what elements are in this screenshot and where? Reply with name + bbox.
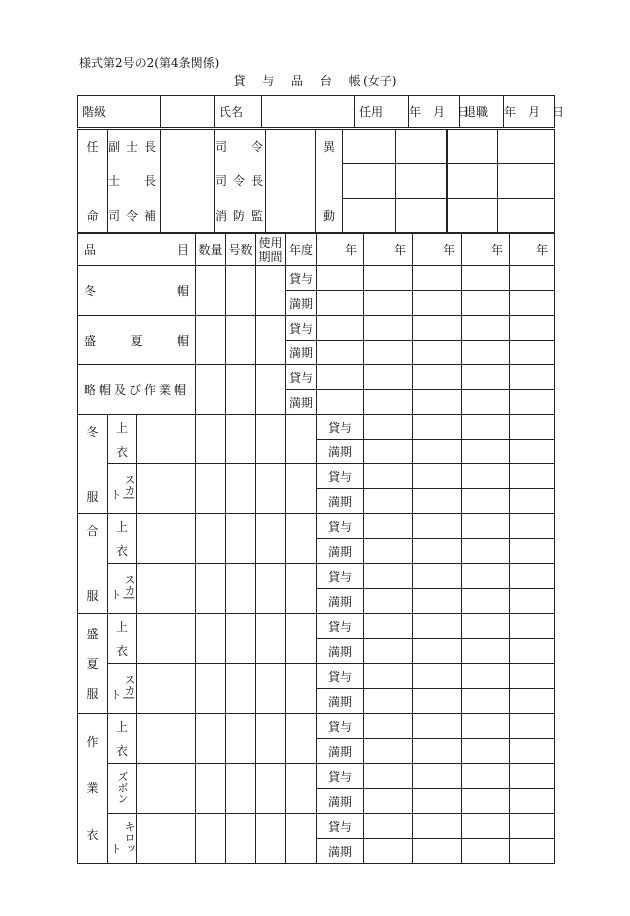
- entry-cell[interactable]: [413, 664, 462, 689]
- lend-label: 貸与: [317, 464, 364, 489]
- appoint-label: 任用: [355, 96, 409, 128]
- entry-cell[interactable]: [510, 316, 555, 341]
- entry-cell[interactable]: [413, 614, 462, 639]
- entry-cell[interactable]: [137, 714, 196, 764]
- label-char: 作: [86, 734, 99, 749]
- entry-cell[interactable]: [196, 514, 226, 564]
- entry-cell[interactable]: [364, 739, 413, 764]
- role-fukushicho-date[interactable]: [161, 130, 215, 164]
- entry-cell[interactable]: [462, 266, 510, 291]
- entry-cell[interactable]: [462, 739, 510, 764]
- form-number: 様式第2号の2(第4条関係): [79, 56, 220, 70]
- entry-cell[interactable]: [462, 614, 510, 639]
- entry-cell[interactable]: [317, 266, 364, 291]
- year-col: 年: [510, 234, 555, 266]
- entry-cell[interactable]: [364, 514, 413, 539]
- entry-cell[interactable]: [462, 664, 510, 689]
- lend-label: 貸与: [317, 764, 364, 789]
- entry-cell[interactable]: [137, 664, 196, 714]
- role-shireiho: 司令補: [108, 198, 161, 232]
- entry-cell[interactable]: [510, 514, 555, 539]
- entry-cell[interactable]: [364, 639, 413, 664]
- item-header: [78, 234, 196, 266]
- expire-label: 満期: [317, 689, 364, 714]
- entry-cell[interactable]: [364, 316, 413, 341]
- items-header-row: [78, 234, 555, 266]
- entry-cell[interactable]: [256, 764, 286, 814]
- skirt-label: トスカ|: [108, 564, 137, 614]
- entry-cell[interactable]: [317, 341, 364, 365]
- entry-cell[interactable]: [196, 316, 226, 365]
- size-header: 号数: [226, 234, 256, 266]
- size-cell[interactable]: [226, 266, 256, 316]
- entry-cell[interactable]: [286, 514, 317, 564]
- item-summer-cap: 盛 夏 帽: [78, 316, 196, 365]
- name-cell[interactable]: [262, 96, 355, 128]
- label-char: 衣: [115, 743, 128, 758]
- entry-cell[interactable]: [137, 514, 196, 564]
- entry-cell[interactable]: [413, 539, 462, 564]
- transfer-cell[interactable]: [343, 164, 396, 198]
- entry-cell[interactable]: [413, 341, 462, 365]
- entry-cell[interactable]: [510, 291, 555, 316]
- group-mid: [78, 514, 108, 614]
- entry-cell[interactable]: [510, 464, 555, 489]
- role-shobokan-date[interactable]: [266, 198, 316, 232]
- entry-cell[interactable]: [256, 316, 286, 365]
- transfer-cell[interactable]: [447, 198, 498, 232]
- entry-cell[interactable]: [462, 415, 510, 440]
- entry-cell[interactable]: [413, 440, 462, 464]
- entry-cell[interactable]: [510, 689, 555, 714]
- entry-cell[interactable]: [364, 589, 413, 614]
- year-col: 年: [317, 234, 364, 266]
- retire-date[interactable]: 年 月 日: [504, 96, 555, 128]
- entry-cell[interactable]: [364, 539, 413, 564]
- entry-cell[interactable]: [413, 365, 462, 390]
- transfer-vertical-label: [316, 130, 343, 233]
- entry-cell[interactable]: [364, 489, 413, 514]
- entry-cell[interactable]: [462, 440, 510, 464]
- entry-cell[interactable]: [226, 464, 256, 514]
- entry-cell[interactable]: [462, 839, 510, 864]
- entry-cell[interactable]: [510, 764, 555, 789]
- entry-cell[interactable]: [413, 814, 462, 839]
- entry-cell[interactable]: [226, 764, 256, 814]
- entry-cell[interactable]: [364, 266, 413, 291]
- jacket-label: [108, 614, 137, 664]
- entry-cell[interactable]: [286, 714, 317, 764]
- entry-cell[interactable]: [226, 614, 256, 664]
- transfer-cell[interactable]: [343, 130, 396, 164]
- entry-cell[interactable]: [364, 764, 413, 789]
- entry-cell[interactable]: [364, 714, 413, 739]
- entry-cell[interactable]: [462, 341, 510, 365]
- label-char: 合: [86, 524, 99, 538]
- items-table: [77, 233, 555, 864]
- entry-cell[interactable]: [196, 464, 226, 514]
- entry-cell[interactable]: [462, 714, 510, 739]
- entry-cell[interactable]: [364, 291, 413, 316]
- label-char: 衣: [115, 543, 128, 558]
- lend-label: 貸与: [286, 266, 317, 291]
- skirt-label: トスカ|: [108, 664, 137, 714]
- entry-cell[interactable]: [413, 464, 462, 489]
- label-char: 服: [86, 490, 99, 504]
- appoint-vertical-label: [78, 130, 108, 233]
- entry-cell[interactable]: [196, 415, 226, 464]
- group-mid-label: [78, 514, 107, 612]
- transfer-cell[interactable]: [396, 164, 447, 198]
- entry-cell[interactable]: [196, 614, 226, 664]
- jacket-label: [108, 714, 137, 764]
- lend-label: 貸与: [317, 664, 364, 689]
- group-winter-label: [78, 415, 107, 513]
- period-cell[interactable]: [256, 266, 286, 316]
- entry-cell[interactable]: [364, 839, 413, 864]
- label-char: 衣: [86, 828, 99, 843]
- entry-cell[interactable]: [413, 789, 462, 814]
- entry-cell[interactable]: [413, 689, 462, 714]
- entry-cell[interactable]: [196, 714, 226, 764]
- pants-label: ズボン: [108, 764, 137, 814]
- entry-cell[interactable]: [256, 365, 286, 415]
- entry-cell[interactable]: [510, 714, 555, 739]
- jacket-label: [108, 415, 137, 464]
- title-sub: (女子): [363, 74, 397, 88]
- lend-label: 貸与: [317, 415, 364, 440]
- entry-cell[interactable]: [286, 564, 317, 614]
- name-label: 氏名: [215, 96, 262, 128]
- entry-cell[interactable]: [286, 464, 317, 514]
- entry-cell[interactable]: [413, 764, 462, 789]
- item-header-end: 目: [176, 243, 189, 257]
- entry-cell[interactable]: [413, 839, 462, 864]
- transfer-cell[interactable]: [447, 164, 498, 198]
- jacket-label: [108, 514, 137, 564]
- entry-cell[interactable]: [196, 814, 226, 864]
- entry-cell[interactable]: [364, 689, 413, 714]
- entry-cell[interactable]: [510, 415, 555, 440]
- lend-label: 貸与: [317, 714, 364, 739]
- transfer-cell[interactable]: [498, 164, 555, 198]
- entry-cell[interactable]: [510, 390, 555, 415]
- role-shireicho-date[interactable]: [266, 164, 316, 198]
- label-char: 服: [86, 589, 99, 603]
- entry-cell[interactable]: [364, 365, 413, 390]
- expire-label: 満期: [317, 839, 364, 864]
- quantity-header: 数量: [196, 234, 226, 266]
- period-header: 使用 期間: [256, 234, 286, 266]
- entry-cell[interactable]: [413, 514, 462, 539]
- entry-cell[interactable]: [137, 564, 196, 614]
- entry-cell[interactable]: [286, 764, 317, 814]
- entry-cell[interactable]: [413, 714, 462, 739]
- entry-cell[interactable]: [510, 614, 555, 639]
- entry-cell[interactable]: [364, 415, 413, 440]
- role-shireicho: 司令長: [215, 164, 266, 198]
- entry-cell[interactable]: [196, 764, 226, 814]
- entry-cell[interactable]: [510, 440, 555, 464]
- label-char: 冬: [86, 425, 99, 439]
- entry-cell[interactable]: [413, 266, 462, 291]
- entry-cell[interactable]: [462, 316, 510, 341]
- entry-cell[interactable]: [462, 814, 510, 839]
- retire-label: 退職: [460, 96, 504, 128]
- role-fukushicho: 副士長: [108, 130, 161, 164]
- form-title: [0, 72, 630, 89]
- entry-cell[interactable]: [364, 341, 413, 365]
- lend-label: 貸与: [317, 814, 364, 839]
- role-shicho-date[interactable]: [161, 164, 215, 198]
- role-shicho: 士 長: [108, 164, 161, 198]
- group-work: [78, 714, 108, 864]
- entry-cell[interactable]: [413, 739, 462, 764]
- entry-cell[interactable]: [196, 664, 226, 714]
- entry-cell[interactable]: [364, 464, 413, 489]
- entry-cell[interactable]: [137, 464, 196, 514]
- year-col: 年: [364, 234, 413, 266]
- entry-cell[interactable]: [364, 564, 413, 589]
- entry-cell[interactable]: [317, 365, 364, 390]
- entry-cell[interactable]: [256, 714, 286, 764]
- role-shirei-date[interactable]: [266, 130, 316, 164]
- entry-cell[interactable]: [510, 639, 555, 664]
- entry-cell[interactable]: [256, 664, 286, 714]
- entry-cell[interactable]: [226, 664, 256, 714]
- group-summer: [78, 614, 108, 714]
- entry-cell[interactable]: [462, 390, 510, 415]
- transfer-cell[interactable]: [498, 198, 555, 232]
- entry-cell[interactable]: [226, 415, 256, 464]
- entry-cell[interactable]: [364, 614, 413, 639]
- label-char: 上: [115, 619, 128, 634]
- lend-label: 貸与: [317, 564, 364, 589]
- entry-cell[interactable]: [462, 514, 510, 539]
- entry-cell[interactable]: [510, 564, 555, 589]
- entry-cell[interactable]: [413, 564, 462, 589]
- entry-cell[interactable]: [462, 564, 510, 589]
- expire-label: 満期: [286, 341, 317, 365]
- entry-cell[interactable]: [510, 266, 555, 291]
- entry-cell[interactable]: [226, 365, 256, 415]
- entry-cell[interactable]: [317, 316, 364, 341]
- entry-cell[interactable]: [510, 839, 555, 864]
- group-work-label: [78, 714, 107, 862]
- entry-cell[interactable]: [413, 489, 462, 514]
- year-header: 年度: [286, 234, 317, 266]
- rank-label: 階級: [78, 96, 161, 128]
- entry-cell[interactable]: [256, 415, 286, 464]
- entry-cell[interactable]: [413, 639, 462, 664]
- entry-cell[interactable]: [413, 589, 462, 614]
- entry-cell[interactable]: [510, 664, 555, 689]
- entry-cell[interactable]: [364, 390, 413, 415]
- group-summer-label: [78, 614, 107, 712]
- label-char: 上: [115, 719, 128, 734]
- transfer-bottom-char: 動: [322, 209, 335, 223]
- entry-cell[interactable]: [364, 664, 413, 689]
- entry-cell[interactable]: [317, 291, 364, 316]
- entry-cell[interactable]: [256, 564, 286, 614]
- entry-cell[interactable]: [286, 664, 317, 714]
- entry-cell[interactable]: [462, 464, 510, 489]
- entry-cell[interactable]: [364, 814, 413, 839]
- lend-label: 貸与: [317, 614, 364, 639]
- transfer-cell[interactable]: [498, 130, 555, 164]
- appoint-bottom-char: 命: [86, 209, 99, 223]
- rank-cell[interactable]: [161, 96, 215, 128]
- lend-label: 貸与: [286, 365, 317, 390]
- skirt-label: トスカ|: [108, 464, 137, 514]
- entry-cell[interactable]: [510, 365, 555, 390]
- expire-label: 満期: [317, 639, 364, 664]
- culottes-label: トキロッ: [108, 814, 137, 864]
- entry-cell[interactable]: [256, 514, 286, 564]
- label-char: 業: [86, 781, 99, 796]
- entry-cell[interactable]: [510, 539, 555, 564]
- expire-label: 満期: [317, 789, 364, 814]
- label-char: 夏: [86, 656, 99, 671]
- item-work-cap: 略帽及び作業帽: [78, 365, 196, 415]
- entry-cell[interactable]: [462, 789, 510, 814]
- entry-cell[interactable]: [226, 714, 256, 764]
- transfer-cell[interactable]: [447, 130, 498, 164]
- entry-cell[interactable]: [510, 789, 555, 814]
- lend-label: 貸与: [286, 316, 317, 341]
- entry-cell[interactable]: [137, 814, 196, 864]
- entry-cell[interactable]: [137, 415, 196, 464]
- item-header-top: 品: [84, 243, 97, 257]
- entry-cell[interactable]: [137, 614, 196, 664]
- entry-cell[interactable]: [226, 814, 256, 864]
- expire-label: 満期: [317, 440, 364, 464]
- year-col: 年: [413, 234, 462, 266]
- entry-cell[interactable]: [510, 589, 555, 614]
- transfer-cell[interactable]: [396, 198, 447, 232]
- expire-label: 満期: [317, 739, 364, 764]
- year-col: 年: [462, 234, 510, 266]
- entry-cell[interactable]: [462, 539, 510, 564]
- label-char: 服: [86, 686, 99, 701]
- entry-cell[interactable]: [256, 614, 286, 664]
- entry-cell[interactable]: [226, 514, 256, 564]
- entry-cell[interactable]: [226, 564, 256, 614]
- entry-cell[interactable]: [510, 489, 555, 514]
- entry-cell[interactable]: [137, 764, 196, 814]
- appointment-table: [77, 129, 555, 233]
- entry-cell[interactable]: [413, 291, 462, 316]
- entry-cell[interactable]: [510, 341, 555, 365]
- entry-cell[interactable]: [413, 390, 462, 415]
- group-winter: [78, 415, 108, 514]
- transfer-cell[interactable]: [343, 198, 396, 232]
- entry-cell[interactable]: [413, 316, 462, 341]
- expire-label: 満期: [317, 489, 364, 514]
- entry-cell[interactable]: [286, 814, 317, 864]
- entry-cell[interactable]: [286, 614, 317, 664]
- entry-cell[interactable]: [364, 789, 413, 814]
- lend-label: 貸与: [317, 514, 364, 539]
- label-char: 衣: [115, 643, 128, 658]
- qty-cell[interactable]: [196, 266, 226, 316]
- entry-cell[interactable]: [462, 764, 510, 789]
- role-shirei: 司 令: [215, 130, 266, 164]
- entry-cell[interactable]: [364, 440, 413, 464]
- label-char: 上: [115, 519, 128, 534]
- appoint-top-char: 任: [86, 140, 99, 154]
- entry-cell[interactable]: [256, 464, 286, 514]
- label-char: 衣: [115, 444, 128, 459]
- entry-cell[interactable]: [462, 291, 510, 316]
- expire-label: 満期: [317, 539, 364, 564]
- entry-cell[interactable]: [196, 365, 226, 415]
- appoint-date[interactable]: 年 月 日: [409, 96, 460, 128]
- entry-cell[interactable]: [226, 316, 256, 365]
- entry-cell[interactable]: [317, 390, 364, 415]
- entry-cell[interactable]: [196, 564, 226, 614]
- transfer-top-char: 異: [322, 140, 335, 154]
- entry-cell[interactable]: [462, 639, 510, 664]
- entry-cell[interactable]: [413, 415, 462, 440]
- entry-cell[interactable]: [462, 365, 510, 390]
- entry-cell[interactable]: [510, 739, 555, 764]
- item-winter-cap: 冬 帽: [78, 266, 196, 316]
- label-char: 上: [115, 420, 128, 435]
- title-main: 貸 与 品 台 帳: [233, 74, 364, 88]
- role-shireiho-date[interactable]: [161, 198, 215, 232]
- entry-cell[interactable]: [286, 415, 317, 464]
- entry-cell[interactable]: [462, 689, 510, 714]
- expire-label: 満期: [286, 390, 317, 415]
- info-table: [77, 95, 565, 128]
- transfer-cell[interactable]: [396, 130, 447, 164]
- role-shobokan: 消防監: [215, 198, 266, 232]
- entry-cell[interactable]: [510, 814, 555, 839]
- entry-cell[interactable]: [256, 814, 286, 864]
- entry-cell[interactable]: [462, 589, 510, 614]
- expire-label: 満期: [286, 291, 317, 316]
- expire-label: 満期: [317, 589, 364, 614]
- label-char: 盛: [86, 626, 99, 641]
- entry-cell[interactable]: [462, 489, 510, 514]
